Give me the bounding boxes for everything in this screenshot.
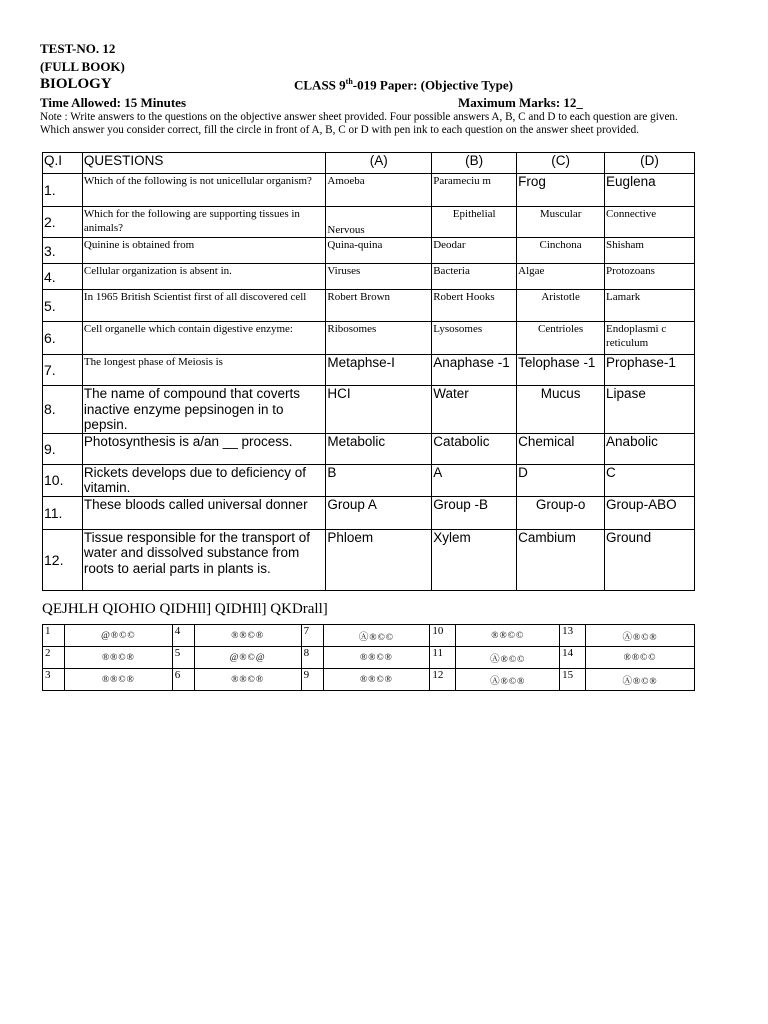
question-text: Which for the following are supporting tissues in animals?: [82, 207, 325, 238]
option-b: Anaphase -1: [432, 355, 517, 386]
option-c: Frog: [517, 174, 605, 207]
answer-bubbles[interactable]: ®®©®: [194, 625, 301, 647]
answer-bubbles[interactable]: ®®©©: [456, 625, 560, 647]
question-text: These bloods called universal donner: [82, 496, 325, 529]
answer-number: 2: [43, 647, 65, 669]
option-b: Robert Hooks: [432, 290, 517, 322]
table-header-row: [43, 153, 695, 174]
answer-number: 3: [43, 669, 65, 691]
option-a: Group A: [326, 496, 432, 529]
option-a: Metaphse-I: [326, 355, 432, 386]
question-text: Rickets develops due to deficiency of vitamin.: [82, 464, 325, 496]
option-b: Deodar: [432, 238, 517, 264]
header-qno: Q.I: [43, 153, 83, 174]
answer-number: 1: [43, 625, 65, 647]
answer-number: 13: [560, 625, 586, 647]
question-row: [43, 290, 695, 322]
question-row: [43, 355, 695, 386]
answer-bubbles[interactable]: @®©@: [194, 647, 301, 669]
option-c: Cambium: [517, 529, 605, 590]
answer-bubbles[interactable]: ®®©®: [64, 647, 172, 669]
answer-row: [43, 625, 695, 647]
answer-bubbles[interactable]: ®®©®: [323, 647, 430, 669]
option-a: Amoeba: [326, 174, 432, 207]
answer-bubbles[interactable]: ®®©®: [323, 669, 430, 691]
question-text: Cellular organization is absent in.: [82, 264, 325, 290]
header-option-b: (B): [432, 153, 517, 174]
answer-sheet-table: [42, 624, 695, 691]
option-c: D: [517, 464, 605, 496]
question-row: [43, 174, 695, 207]
answer-bubbles[interactable]: Ⓐ®©©: [323, 625, 430, 647]
header-questions: QUESTIONS: [82, 153, 325, 174]
question-text: Quinine is obtained from: [82, 238, 325, 264]
question-text: Photosynthesis is a/an __ process.: [82, 433, 325, 464]
header-option-a: (A): [326, 153, 432, 174]
question-row: [43, 322, 695, 355]
question-number: 4.: [43, 264, 83, 290]
question-number: 11.: [43, 496, 83, 529]
question-row: [43, 238, 695, 264]
option-a: Metabolic: [326, 433, 432, 464]
option-b: Epithelial: [432, 207, 517, 238]
option-d: Euglena: [605, 174, 695, 207]
question-text: The longest phase of Meiosis is: [82, 355, 325, 386]
answer-row: [43, 647, 695, 669]
option-d: Prophase-1: [605, 355, 695, 386]
question-number: 5.: [43, 290, 83, 322]
answer-bubbles[interactable]: Ⓐ®©®: [586, 625, 695, 647]
question-number: 2.: [43, 207, 83, 238]
question-row: [43, 433, 695, 464]
answer-number: 5: [172, 647, 194, 669]
option-d: C: [605, 464, 695, 496]
question-number: 8.: [43, 386, 83, 434]
question-text: Tissue responsible for the transport of water and dissolved substance from roots to aerial parts in plants is.: [82, 529, 325, 590]
option-c: Aristotle: [517, 290, 605, 322]
answer-bubbles[interactable]: @®©©: [64, 625, 172, 647]
option-b: A: [432, 464, 517, 496]
question-number: 10.: [43, 464, 83, 496]
question-row: [43, 207, 695, 238]
option-c: Chemical: [517, 433, 605, 464]
answer-bubbles[interactable]: Ⓐ®©®: [456, 669, 560, 691]
option-d: Group-ABO: [605, 496, 695, 529]
option-b: Bacteria: [432, 264, 517, 290]
option-a: B: [326, 464, 432, 496]
full-book-label: (FULL BOOK): [40, 59, 125, 74]
question-row: [43, 264, 695, 290]
option-d: Ground: [605, 529, 695, 590]
option-c: Group-o: [517, 496, 605, 529]
question-text: The name of compound that coverts inactive enzyme pepsinogen in to pepsin.: [82, 386, 325, 434]
answer-number: 6: [172, 669, 194, 691]
maximum-marks: Maximum Marks: 12_: [458, 95, 583, 110]
question-text: Which of the following is not unicellular organism?: [82, 174, 325, 207]
question-number: 7.: [43, 355, 83, 386]
option-b: Parameciu m: [432, 174, 517, 207]
question-row: [43, 529, 695, 590]
question-text: In 1965 British Scientist first of all discovered cell: [82, 290, 325, 322]
option-c: Mucus: [517, 386, 605, 434]
answer-bubbles[interactable]: ®®©©: [586, 647, 695, 669]
answer-number: 4: [172, 625, 194, 647]
option-b: Catabolic: [432, 433, 517, 464]
class-paper-title: CLASS 9th-019 Paper: (Objective Type): [294, 77, 513, 93]
question-number: 12.: [43, 529, 83, 590]
option-b: Lysosomes: [432, 322, 517, 355]
instructions-note: Note : Write answers to the questions on the objective answer sheet provided. Four possible answers A, B, C and D to each question are given. Which answer you consider correct, fill the circle in front of A, B, C or D with pen ink to each question on the answer sheet provided.: [40, 111, 678, 136]
option-c: Algae: [517, 264, 605, 290]
option-c: Telophase -1: [517, 355, 605, 386]
question-row: [43, 386, 695, 434]
subject-title: BIOLOGY: [40, 76, 112, 92]
option-d: Protozoans: [605, 264, 695, 290]
question-number: 3.: [43, 238, 83, 264]
answer-row: [43, 669, 695, 691]
option-b: Group -B: [432, 496, 517, 529]
option-d: Lamark: [605, 290, 695, 322]
header-option-d: (D): [605, 153, 695, 174]
option-a: Robert Brown: [326, 290, 432, 322]
option-a: Quina-quina: [326, 238, 432, 264]
answer-number: 15: [560, 669, 586, 691]
option-d: Shisham: [605, 238, 695, 264]
answer-bubbles[interactable]: ®®©®: [194, 669, 301, 691]
question-row: [43, 464, 695, 496]
questions-table: [42, 152, 695, 591]
question-row: [43, 496, 695, 529]
answer-number: 11: [430, 647, 456, 669]
option-a: HCI: [326, 386, 432, 434]
option-a: Ribosomes: [326, 322, 432, 355]
option-d: Anabolic: [605, 433, 695, 464]
question-number: 9.: [43, 433, 83, 464]
answer-number: 10: [430, 625, 456, 647]
answer-sheet-title: QEJHLH QIOHIO QIDHIl] QIDHIl] QKDrall]: [42, 601, 328, 617]
time-allowed: Time Allowed: 15 Minutes: [40, 95, 187, 110]
answer-bubbles[interactable]: Ⓐ®©©: [456, 647, 560, 669]
option-b: Water: [432, 386, 517, 434]
header-option-c: (C): [517, 153, 605, 174]
option-c: Cinchona: [517, 238, 605, 264]
option-d: Endoplasmi c reticulum: [605, 322, 695, 355]
option-d: Lipase: [605, 386, 695, 434]
answer-number: 12: [430, 669, 456, 691]
answer-number: 7: [301, 625, 323, 647]
option-a: Nervous: [326, 207, 432, 238]
test-number: TEST-NO. 12: [40, 41, 116, 56]
question-text: Cell organelle which contain digestive enzyme:: [82, 322, 325, 355]
question-number: 6.: [43, 322, 83, 355]
answer-number: 9: [301, 669, 323, 691]
option-a: Viruses: [326, 264, 432, 290]
option-c: Muscular: [517, 207, 605, 238]
option-c: Centrioles: [517, 322, 605, 355]
answer-bubbles[interactable]: ®®©®: [64, 669, 172, 691]
answer-number: 14: [560, 647, 586, 669]
question-number: 1.: [43, 174, 83, 207]
option-d: Connective: [605, 207, 695, 238]
answer-number: 8: [301, 647, 323, 669]
option-b: Xylem: [432, 529, 517, 590]
answer-bubbles[interactable]: Ⓐ®©®: [586, 669, 695, 691]
option-a: Phloem: [326, 529, 432, 590]
